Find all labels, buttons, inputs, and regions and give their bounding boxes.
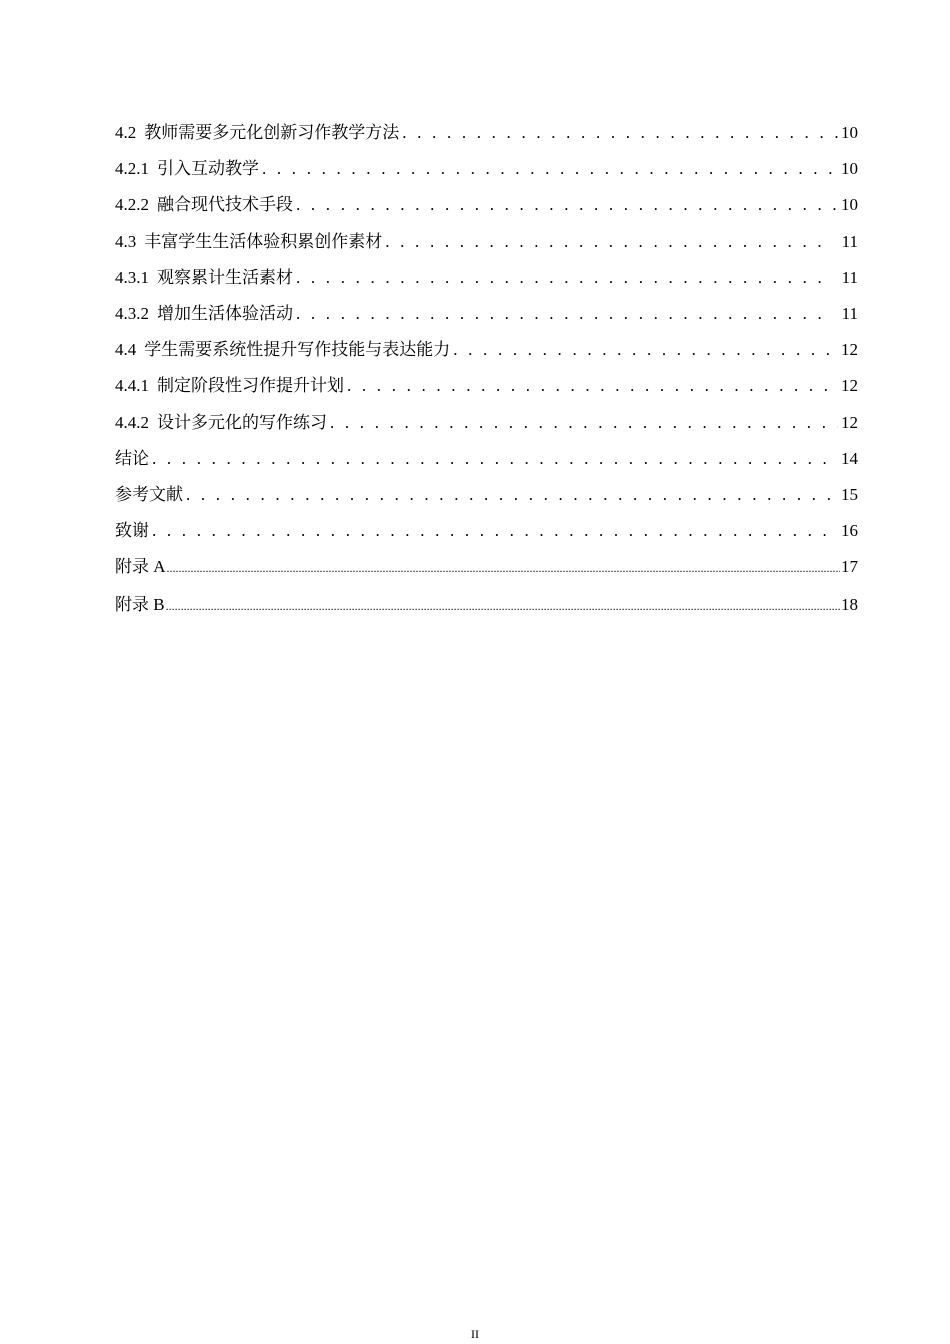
toc-title: 教师需要多元化创新习作教学方法 xyxy=(144,123,400,142)
toc-section-number: 4.3.1 xyxy=(115,267,149,287)
toc-dot-leader xyxy=(167,561,840,576)
toc-title: 附录 A xyxy=(115,557,166,577)
toc-title: 附录 B xyxy=(115,595,165,615)
toc-title: 设计多元化的写作练习 xyxy=(157,412,327,432)
toc-title: 结论 xyxy=(115,448,149,468)
toc-entry[interactable] xyxy=(115,371,858,407)
toc-title: 融合现代技术手段 xyxy=(157,195,293,215)
toc-dot-leader xyxy=(152,521,838,541)
toc-title: 参考文献 xyxy=(115,484,183,504)
toc-dot-leader xyxy=(296,268,829,288)
toc-page-number: 12 xyxy=(841,340,858,360)
toc-dot-leader xyxy=(166,599,840,614)
toc-entry-references[interactable] xyxy=(115,480,858,516)
toc-entry[interactable] xyxy=(115,190,858,226)
toc-section-number: 4.2 xyxy=(115,123,137,142)
toc-page-number: 16 xyxy=(841,521,858,541)
toc-dot-leader xyxy=(453,340,838,360)
toc-section-number: 4.2.2 xyxy=(115,195,149,215)
toc-page-number: 10 xyxy=(841,123,858,142)
toc-title: 增加生活体验活动 xyxy=(157,303,293,323)
toc-section-number: 4.4.1 xyxy=(115,376,149,396)
toc-page-number: 11 xyxy=(841,267,858,287)
toc-entry[interactable] xyxy=(115,118,858,154)
toc-entry[interactable] xyxy=(115,227,858,263)
toc-title: 丰富学生生活体验积累创作素材 xyxy=(144,231,383,251)
toc-title: 观察累计生活素材 xyxy=(157,267,293,287)
toc-page-number: 12 xyxy=(841,412,858,432)
toc-dot-leader xyxy=(262,159,838,179)
toc-section-number: 4.4 xyxy=(115,340,137,360)
toc-entry[interactable] xyxy=(115,408,858,444)
page-footer-number: II xyxy=(471,1327,479,1341)
toc-section-number: 4.3 xyxy=(115,231,137,251)
toc-dot-leader xyxy=(402,123,838,143)
toc-title: 致谢 xyxy=(115,521,149,541)
toc-dot-leader xyxy=(347,376,838,396)
toc-section-number: 4.2.1 xyxy=(115,159,149,179)
toc-page-number: 12 xyxy=(841,376,858,396)
toc-page-number: 18 xyxy=(841,595,858,615)
toc-entry-acknowledgements[interactable] xyxy=(115,516,858,552)
toc-entry-appendix-a[interactable] xyxy=(115,552,858,590)
toc-page-number: 10 xyxy=(841,159,858,179)
toc-section-number: 4.4.2 xyxy=(115,412,149,432)
toc-dot-leader xyxy=(152,449,838,469)
toc-entry-conclusion[interactable] xyxy=(115,444,858,480)
toc-page-number: 10 xyxy=(841,195,858,215)
toc-page-number: 14 xyxy=(841,448,858,468)
toc-page-number: 15 xyxy=(841,484,858,504)
toc-dot-leader xyxy=(296,195,838,215)
toc-page-number: 11 xyxy=(841,231,858,251)
table-of-contents xyxy=(115,118,858,628)
toc-dot-leader xyxy=(330,413,838,433)
toc-dot-leader xyxy=(385,232,829,252)
toc-entry[interactable] xyxy=(115,299,858,335)
toc-entry[interactable] xyxy=(115,335,858,371)
toc-title: 学生需要系统性提升写作技能与表达能力 xyxy=(144,340,451,360)
toc-section-number: 4.3.2 xyxy=(115,303,149,323)
toc-entry[interactable] xyxy=(115,263,858,299)
toc-title: 引入互动教学 xyxy=(157,159,259,179)
toc-entry[interactable] xyxy=(115,154,858,190)
toc-page-number: 17 xyxy=(841,557,858,577)
toc-page-number: 11 xyxy=(841,303,858,323)
toc-title: 制定阶段性习作提升计划 xyxy=(157,376,344,396)
toc-dot-leader xyxy=(186,485,838,505)
toc-entry-appendix-b[interactable] xyxy=(115,590,858,628)
toc-dot-leader xyxy=(296,304,829,324)
